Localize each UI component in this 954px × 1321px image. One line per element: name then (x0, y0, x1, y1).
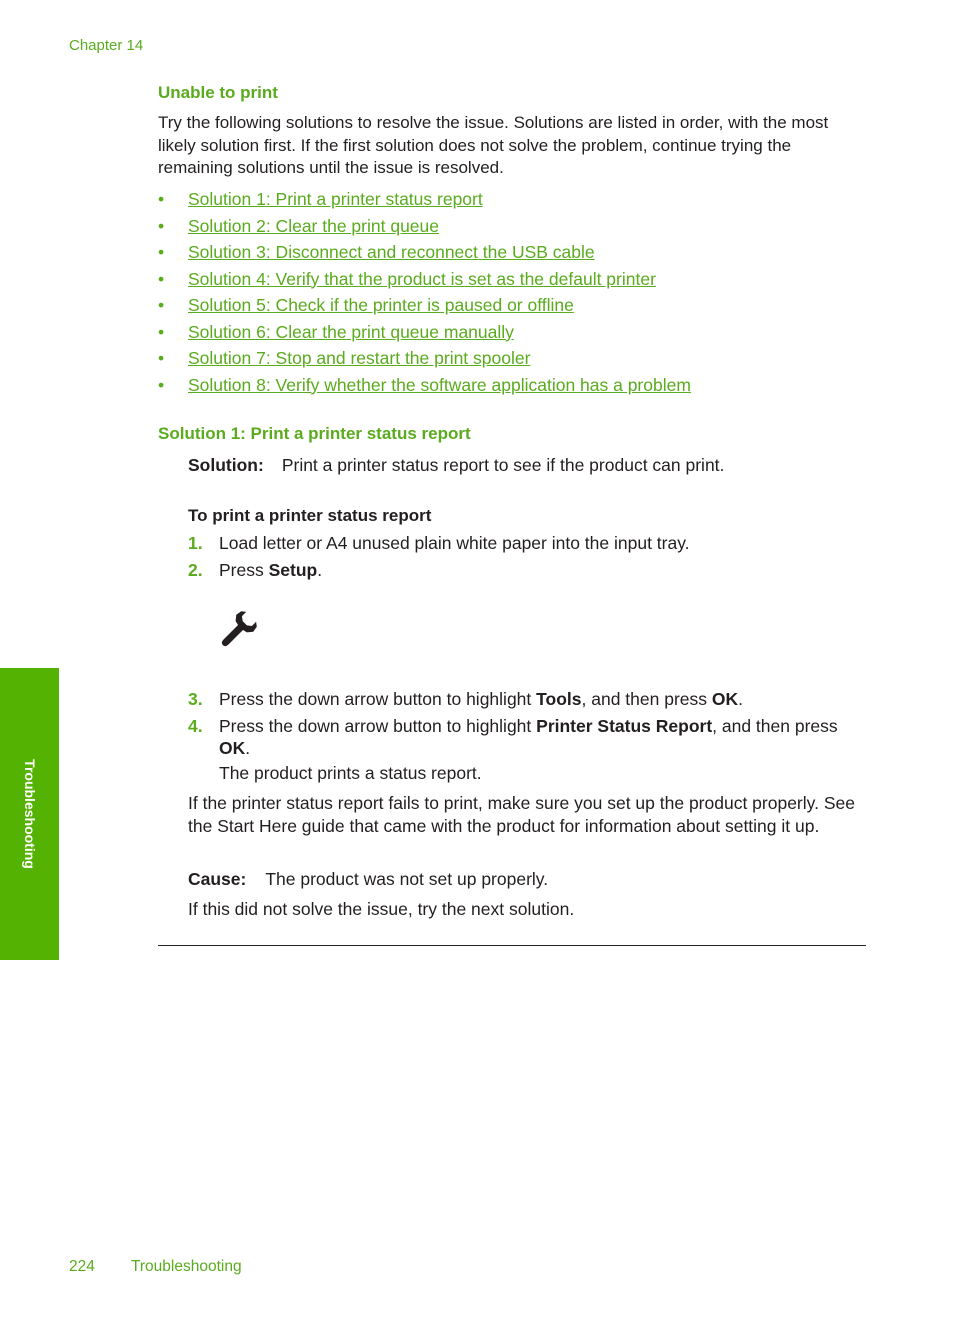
step-number: 4. (188, 716, 203, 736)
step-number: 3. (188, 689, 203, 709)
step-text: Press Setup. (219, 560, 323, 580)
list-item (158, 187, 691, 214)
wrench-icon (216, 610, 258, 652)
list-item (158, 320, 691, 347)
solution1-heading: Solution 1: Print a printer status report (158, 424, 471, 443)
bullet: • (158, 189, 165, 209)
solution-link-7[interactable]: Solution 7: Stop and restart the print spooler (188, 348, 531, 368)
list-item (158, 293, 691, 320)
step-result: The product prints a status report. (219, 763, 482, 783)
chapter-header: Chapter 14 (69, 37, 144, 54)
bullet: • (158, 348, 165, 368)
cause-statement (188, 868, 868, 891)
failure-paragraph: If the printer status report fails to print, make sure you set up the product properly. See the Start Here guide that came with the product for information about setting it up. (188, 793, 855, 836)
step-4 (188, 715, 838, 783)
cause-label: Cause: (188, 869, 247, 889)
solution-link-6[interactable]: Solution 6: Clear the print queue manually (188, 321, 514, 342)
bullet: • (158, 268, 165, 289)
intro-paragraph: Try the following solutions to resolve the issue. Solutions are listed in order, with the most likely solution first. If the first solution does not solve the problem, continue trying the remaining solutions until the issue is resolved. (158, 113, 829, 177)
solution-link-5[interactable]: Solution 5: Check if the printer is paused or offline (188, 295, 574, 315)
bullet: • (158, 321, 165, 342)
section-divider (158, 945, 866, 946)
solution-link-8[interactable]: Solution 8: Verify whether the software application has a problem (188, 374, 691, 395)
step-3 (188, 688, 744, 710)
solution-link-2[interactable]: Solution 2: Clear the print queue (188, 215, 439, 236)
next-solution-note: If this did not solve the issue, try the next solution. (188, 899, 575, 919)
footer-section: Troubleshooting (131, 1258, 242, 1275)
step-text: Press the down arrow button to highlight Tools, and then press OK. (219, 689, 744, 709)
step-1 (188, 532, 690, 554)
step-number: 2. (188, 560, 203, 580)
side-tab-label: Troubleshooting (21, 759, 38, 869)
bullet: • (158, 215, 165, 236)
list-item (158, 214, 691, 241)
bullet: • (158, 295, 165, 315)
list-item (158, 240, 691, 267)
step-number: 1. (188, 533, 203, 553)
solution-statement (188, 455, 724, 476)
side-tab (0, 668, 59, 960)
solution-text: Print a printer status report to see if the product can print. (281, 455, 725, 475)
list-item (158, 267, 691, 294)
bullet: • (158, 242, 165, 262)
step-text: Load letter or A4 unused plain white paper into the input tray. (219, 533, 690, 553)
procedure-heading: To print a printer status report (188, 506, 432, 525)
list-item (158, 346, 691, 373)
solutions-list (158, 187, 691, 399)
section-heading: Unable to print (158, 83, 278, 102)
list-item (158, 373, 691, 400)
step-text: Press the down arrow button to highlight Printer Status Report, and then press OK. The product prints a status report. (219, 715, 869, 784)
cause-text: The product was not set up properly. (265, 869, 549, 889)
bullet: • (158, 374, 165, 395)
solution-link-4[interactable]: Solution 4: Verify that the product is set as the default printer (188, 268, 656, 289)
solution-link-3[interactable]: Solution 3: Disconnect and reconnect the USB cable (188, 242, 595, 262)
solution-link-1[interactable]: Solution 1: Print a printer status report (188, 189, 483, 209)
step-2 (188, 559, 323, 581)
solution-label: Solution: (188, 455, 264, 475)
page-number: 224 (69, 1258, 95, 1275)
